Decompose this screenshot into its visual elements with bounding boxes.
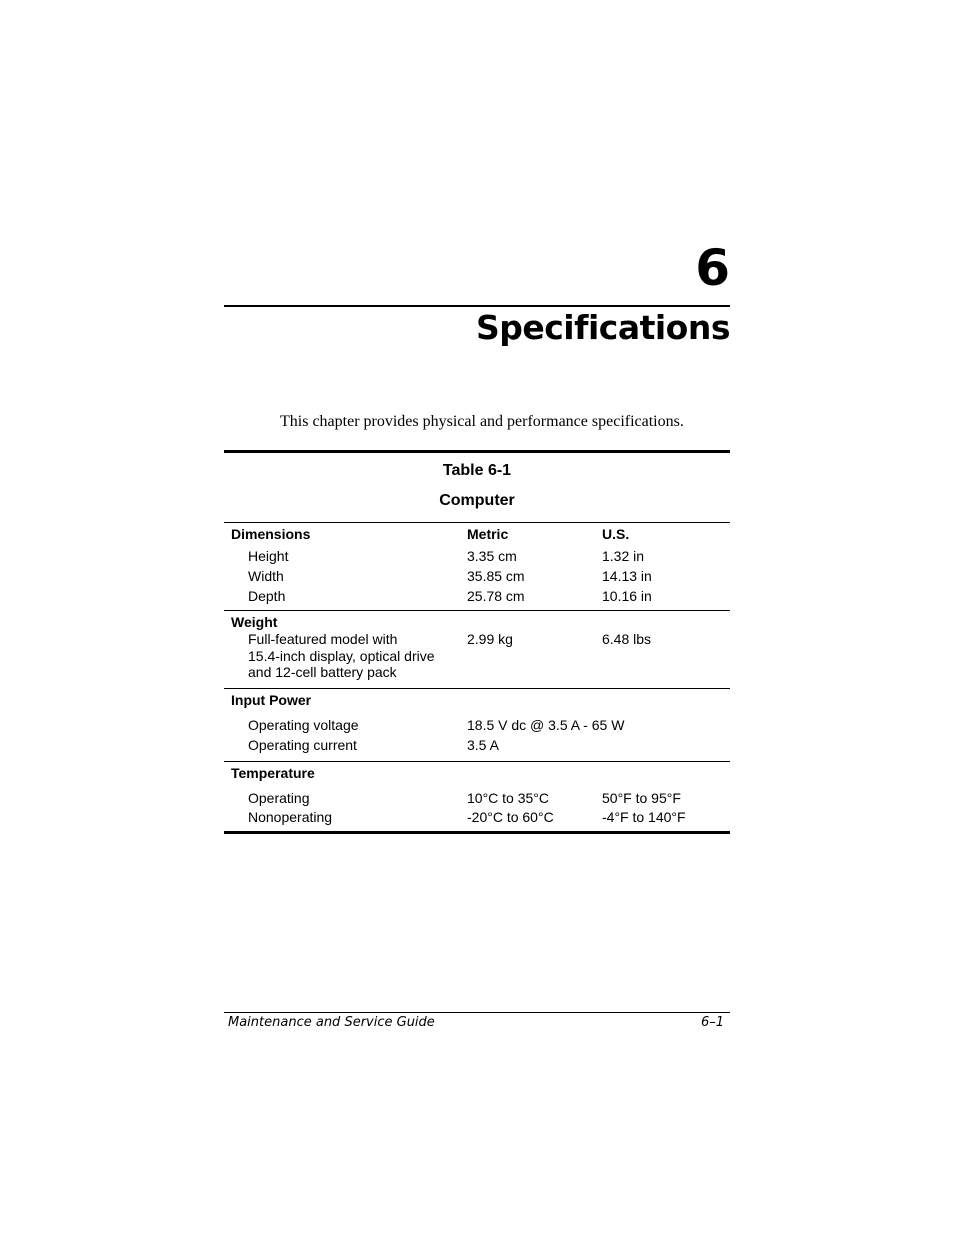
- header-metric: Metric: [467, 526, 509, 542]
- table-row: [224, 588, 730, 610]
- table-title: Computer: [439, 492, 515, 509]
- table-row: [224, 631, 730, 688]
- table-top-rule: [224, 450, 730, 453]
- table-row: [224, 790, 730, 809]
- footer-guide-title: Maintenance and Service Guide: [228, 1015, 435, 1030]
- row-label: Operating: [248, 790, 310, 806]
- row-label: [248, 631, 435, 681]
- row-label-line: Full-featured model with: [248, 631, 398, 647]
- row-us: 6.48 lbs: [602, 631, 652, 647]
- chapter-title: Specifications: [475, 308, 730, 347]
- table-row: [224, 548, 730, 568]
- row-label: Operating voltage: [248, 717, 359, 733]
- row-label: Operating current: [248, 737, 357, 753]
- table-row: [224, 809, 730, 831]
- table-header-row: [224, 523, 730, 548]
- table-row: [224, 717, 730, 737]
- table-row: [224, 568, 730, 588]
- footer-page-number: 6–1: [700, 1015, 724, 1030]
- row-label: Nonoperating: [248, 809, 333, 825]
- row-metric: 35.85 cm: [467, 568, 525, 584]
- section-label: Temperature: [231, 765, 315, 781]
- row-metric: 25.78 cm: [467, 588, 525, 604]
- row-label: Width: [248, 568, 284, 584]
- row-metric: 3.5 A: [467, 737, 499, 753]
- spec-table: [224, 450, 730, 834]
- header-us: U.S.: [602, 526, 630, 542]
- row-us: 1.32 in: [602, 548, 645, 564]
- row-label: Depth: [248, 588, 286, 604]
- row-us: -4°F to 140°F: [602, 809, 686, 825]
- header-dimensions: Dimensions: [231, 526, 311, 542]
- section-temperature: [224, 762, 730, 790]
- row-metric: -20°C to 60°C: [467, 809, 554, 825]
- row-label: Height: [248, 548, 289, 564]
- table-row: [224, 737, 730, 761]
- row-metric: 3.35 cm: [467, 548, 517, 564]
- row-label-line: and 12-cell battery pack: [248, 664, 397, 680]
- section-input-power: [224, 689, 730, 717]
- row-metric: 10°C to 35°C: [467, 790, 550, 806]
- chapter-number: 6: [695, 239, 730, 297]
- section-weight: [224, 611, 730, 631]
- row-metric: 2.99 kg: [467, 631, 513, 647]
- row-metric: 18.5 V dc @ 3.5 A - 65 W: [467, 717, 625, 733]
- row-us: 50°F to 95°F: [602, 790, 681, 806]
- table-number: Table 6-1: [442, 462, 512, 479]
- row-label-line: 15.4-inch display, optical drive: [248, 647, 435, 664]
- section-label: Input Power: [231, 692, 312, 708]
- section-label: Weight: [231, 614, 278, 630]
- intro-paragraph: This chapter provides physical and performance specifications.: [280, 413, 684, 430]
- table-bottom-rule: [224, 831, 730, 834]
- row-us: 10.16 in: [602, 588, 652, 604]
- row-us: 14.13 in: [602, 568, 652, 584]
